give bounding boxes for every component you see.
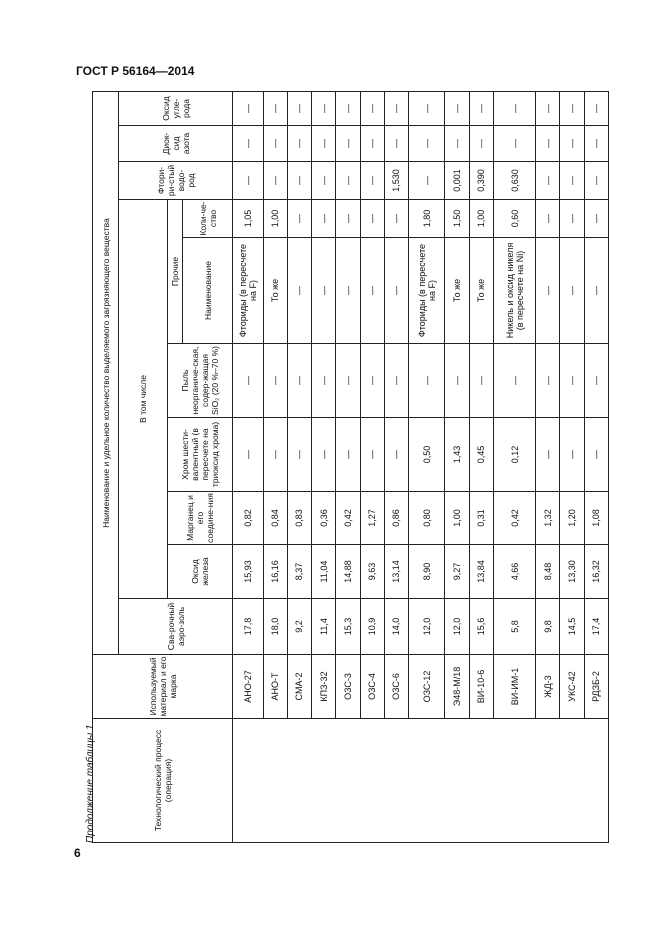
nitrogen-dioxide-cell: —	[360, 126, 384, 162]
material-cell: ОЗС-12	[409, 655, 445, 719]
chromium-cell: 1,43	[445, 418, 469, 492]
aerosol-cell: 14,0	[384, 599, 408, 655]
dust-cell: —	[336, 344, 360, 418]
chromium-cell: 0,12	[493, 418, 535, 492]
aerosol-cell: 12,0	[445, 599, 469, 655]
other-name-cell: Фториды (в пересчете на F)	[409, 238, 445, 344]
carbon-oxide-cell: —	[360, 92, 384, 126]
other-qty-cell: —	[560, 200, 584, 238]
table-body	[93, 92, 609, 843]
header-carbon-oxide: Оксид угле-рода	[119, 92, 233, 126]
iron-oxide-cell: 13,84	[469, 545, 493, 599]
aerosol-cell: 14,5	[560, 599, 584, 655]
nitrogen-dioxide-cell: —	[445, 126, 469, 162]
manganese-cell: 0,36	[312, 492, 336, 545]
other-qty-cell: —	[312, 200, 336, 238]
carbon-oxide-cell: —	[312, 92, 336, 126]
iron-oxide-cell: 15,93	[233, 545, 263, 599]
aerosol-cell: 9,8	[536, 599, 560, 655]
chromium-cell: 0,45	[469, 418, 493, 492]
material-cell: АНО-Т	[263, 655, 287, 719]
header-manganese: Марганец и его соедине-ния	[167, 492, 233, 545]
table-continuation-caption: Продолжение таблицы 1	[85, 724, 96, 843]
carbon-oxide-cell: —	[287, 92, 311, 126]
header-chromium: Хром шести-валентный (в пересчете на триоксид хрома)	[167, 418, 233, 492]
other-name-cell: То же	[263, 238, 287, 344]
header-nitrogen-dioxide: Диок-сид азота	[119, 126, 233, 162]
dust-cell: —	[312, 344, 336, 418]
carbon-oxide-cell: —	[336, 92, 360, 126]
other-name-cell: Никель и оксид никеля (в пересчете на Ni)	[493, 238, 535, 344]
iron-oxide-cell: 8,37	[287, 545, 311, 599]
material-cell: ЖД-3	[536, 655, 560, 719]
aerosol-cell: 17,8	[233, 599, 263, 655]
other-qty-cell: 0,60	[493, 200, 535, 238]
hydrogen-fluoride-cell: —	[233, 162, 263, 200]
carbon-oxide-cell: —	[560, 92, 584, 126]
dust-cell: —	[560, 344, 584, 418]
dust-cell: —	[493, 344, 535, 418]
manganese-cell: 0,82	[233, 492, 263, 545]
other-name-cell: —	[384, 238, 408, 344]
aerosol-cell: 15,6	[469, 599, 493, 655]
carbon-oxide-cell: —	[409, 92, 445, 126]
hydrogen-fluoride-cell: —	[584, 162, 608, 200]
manganese-cell: 1,27	[360, 492, 384, 545]
header-iron-oxide: Оксид железа	[167, 545, 233, 599]
carbon-oxide-cell: —	[445, 92, 469, 126]
nitrogen-dioxide-cell: —	[263, 126, 287, 162]
chromium-cell: —	[312, 418, 336, 492]
emissions-table	[92, 91, 609, 843]
material-cell: ОЗС-4	[360, 655, 384, 719]
manganese-cell: 1,00	[445, 492, 469, 545]
aerosol-cell: 15,3	[336, 599, 360, 655]
manganese-cell: 0,86	[384, 492, 408, 545]
header-hydrogen-fluoride: Фтори-ри-стый водо-род	[119, 162, 233, 200]
header-material: Используемый материал и его марка	[93, 655, 233, 719]
dust-cell: —	[360, 344, 384, 418]
other-name-cell: То же	[469, 238, 493, 344]
header-substance-group: Наименование и удельное количество выделяемого загрязняющего вещества	[93, 92, 119, 655]
hydrogen-fluoride-cell: 0,390	[469, 162, 493, 200]
chromium-cell: —	[584, 418, 608, 492]
aerosol-cell: 12,0	[409, 599, 445, 655]
iron-oxide-cell: 4,66	[493, 545, 535, 599]
nitrogen-dioxide-cell: —	[384, 126, 408, 162]
hydrogen-fluoride-cell: 0,630	[493, 162, 535, 200]
dust-cell: —	[287, 344, 311, 418]
header-including: В том числе	[119, 200, 167, 599]
material-cell: ОЗС-6	[384, 655, 408, 719]
chromium-cell: —	[560, 418, 584, 492]
iron-oxide-cell: 16,32	[584, 545, 608, 599]
aerosol-cell: 11,4	[312, 599, 336, 655]
other-qty-cell: 1,05	[233, 200, 263, 238]
other-name-cell: —	[584, 238, 608, 344]
chromium-cell: —	[336, 418, 360, 492]
header-other: Прочие	[167, 200, 182, 344]
other-qty-cell: —	[287, 200, 311, 238]
nitrogen-dioxide-cell: —	[336, 126, 360, 162]
iron-oxide-cell: 8,90	[409, 545, 445, 599]
other-name-cell: —	[560, 238, 584, 344]
dust-cell: —	[445, 344, 469, 418]
chromium-cell: —	[287, 418, 311, 492]
aerosol-cell: 17,4	[584, 599, 608, 655]
manganese-cell: 1,32	[536, 492, 560, 545]
hydrogen-fluoride-cell: —	[263, 162, 287, 200]
header-process: Технологический процесс (операция)	[93, 719, 233, 843]
nitrogen-dioxide-cell: —	[493, 126, 535, 162]
hydrogen-fluoride-cell: 0,001	[445, 162, 469, 200]
manganese-cell: 0,84	[263, 492, 287, 545]
other-name-cell: То же	[445, 238, 469, 344]
other-qty-cell: 1,50	[445, 200, 469, 238]
material-cell: РДЗБ-2	[584, 655, 608, 719]
carbon-oxide-cell: —	[263, 92, 287, 126]
hydrogen-fluoride-cell: —	[336, 162, 360, 200]
document-header: ГОСТ Р 56164—2014	[76, 64, 195, 78]
chromium-cell: —	[233, 418, 263, 492]
dust-cell: —	[536, 344, 560, 418]
other-qty-cell: 1,00	[469, 200, 493, 238]
other-name-cell: Фториды (в пересчете на F)	[233, 238, 263, 344]
aerosol-cell: 5,8	[493, 599, 535, 655]
page-number: 6	[74, 846, 81, 860]
dust-cell: —	[584, 344, 608, 418]
other-qty-cell: 1,80	[409, 200, 445, 238]
chromium-cell: —	[536, 418, 560, 492]
dust-cell: —	[409, 344, 445, 418]
aerosol-cell: 18,0	[263, 599, 287, 655]
chromium-cell: 0,50	[409, 418, 445, 492]
hydrogen-fluoride-cell: —	[287, 162, 311, 200]
hydrogen-fluoride-cell: —	[312, 162, 336, 200]
nitrogen-dioxide-cell: —	[287, 126, 311, 162]
nitrogen-dioxide-cell: —	[312, 126, 336, 162]
nitrogen-dioxide-cell: —	[560, 126, 584, 162]
nitrogen-dioxide-cell: —	[536, 126, 560, 162]
aerosol-cell: 9,2	[287, 599, 311, 655]
header-dust: Пыль неорганиче-ская, содер-жащая SiO₂ (20 %–70 %)	[167, 344, 233, 418]
dust-cell: —	[469, 344, 493, 418]
other-qty-cell: —	[360, 200, 384, 238]
hydrogen-fluoride-cell: 1,530	[384, 162, 408, 200]
material-cell: ОЗС-3	[336, 655, 360, 719]
iron-oxide-cell: 13,14	[384, 545, 408, 599]
carbon-oxide-cell: —	[469, 92, 493, 126]
chromium-cell: —	[263, 418, 287, 492]
other-qty-cell: —	[336, 200, 360, 238]
other-qty-cell: —	[384, 200, 408, 238]
other-name-cell: —	[312, 238, 336, 344]
carbon-oxide-cell: —	[493, 92, 535, 126]
material-cell: Э48-М/18	[445, 655, 469, 719]
material-cell: СМА-2	[287, 655, 311, 719]
table-row	[233, 92, 263, 843]
hydrogen-fluoride-cell: —	[360, 162, 384, 200]
nitrogen-dioxide-cell: —	[409, 126, 445, 162]
material-cell: КПЗ-32	[312, 655, 336, 719]
other-name-cell: —	[336, 238, 360, 344]
dust-cell: —	[263, 344, 287, 418]
manganese-cell: 0,80	[409, 492, 445, 545]
carbon-oxide-cell: —	[536, 92, 560, 126]
iron-oxide-cell: 13,30	[560, 545, 584, 599]
dust-cell: —	[384, 344, 408, 418]
iron-oxide-cell: 16,16	[263, 545, 287, 599]
header-weld-aerosol: Сва-рочный аэро-золь	[119, 599, 233, 655]
other-name-cell: —	[360, 238, 384, 344]
process-cell	[233, 719, 609, 843]
carbon-oxide-cell: —	[233, 92, 263, 126]
nitrogen-dioxide-cell: —	[469, 126, 493, 162]
material-cell: ВИ-10-6	[469, 655, 493, 719]
other-name-cell: —	[287, 238, 311, 344]
nitrogen-dioxide-cell: —	[584, 126, 608, 162]
chromium-cell: —	[384, 418, 408, 492]
iron-oxide-cell: 9,27	[445, 545, 469, 599]
carbon-oxide-cell: —	[584, 92, 608, 126]
other-qty-cell: —	[536, 200, 560, 238]
chromium-cell: —	[360, 418, 384, 492]
material-cell: ВИ-ИМ-1	[493, 655, 535, 719]
iron-oxide-cell: 9,63	[360, 545, 384, 599]
material-cell: УКС-42	[560, 655, 584, 719]
iron-oxide-cell: 14,88	[336, 545, 360, 599]
other-qty-cell: —	[584, 200, 608, 238]
manganese-cell: 1,20	[560, 492, 584, 545]
iron-oxide-cell: 11,04	[312, 545, 336, 599]
dust-cell: —	[233, 344, 263, 418]
material-cell: АНО-27	[233, 655, 263, 719]
other-name-cell: —	[536, 238, 560, 344]
nitrogen-dioxide-cell: —	[233, 126, 263, 162]
manganese-cell: 0,31	[469, 492, 493, 545]
emissions-table-wrapper	[92, 92, 609, 843]
hydrogen-fluoride-cell: —	[536, 162, 560, 200]
manganese-cell: 0,83	[287, 492, 311, 545]
hydrogen-fluoride-cell: —	[409, 162, 445, 200]
header-other-name: Наименование	[182, 238, 232, 344]
other-qty-cell: 1,00	[263, 200, 287, 238]
manganese-cell: 1,08	[584, 492, 608, 545]
iron-oxide-cell: 8,48	[536, 545, 560, 599]
manganese-cell: 0,42	[336, 492, 360, 545]
header-other-qty: Коли-че-ство	[182, 200, 232, 238]
carbon-oxide-cell: —	[384, 92, 408, 126]
aerosol-cell: 10,9	[360, 599, 384, 655]
manganese-cell: 0,42	[493, 492, 535, 545]
hydrogen-fluoride-cell: —	[560, 162, 584, 200]
